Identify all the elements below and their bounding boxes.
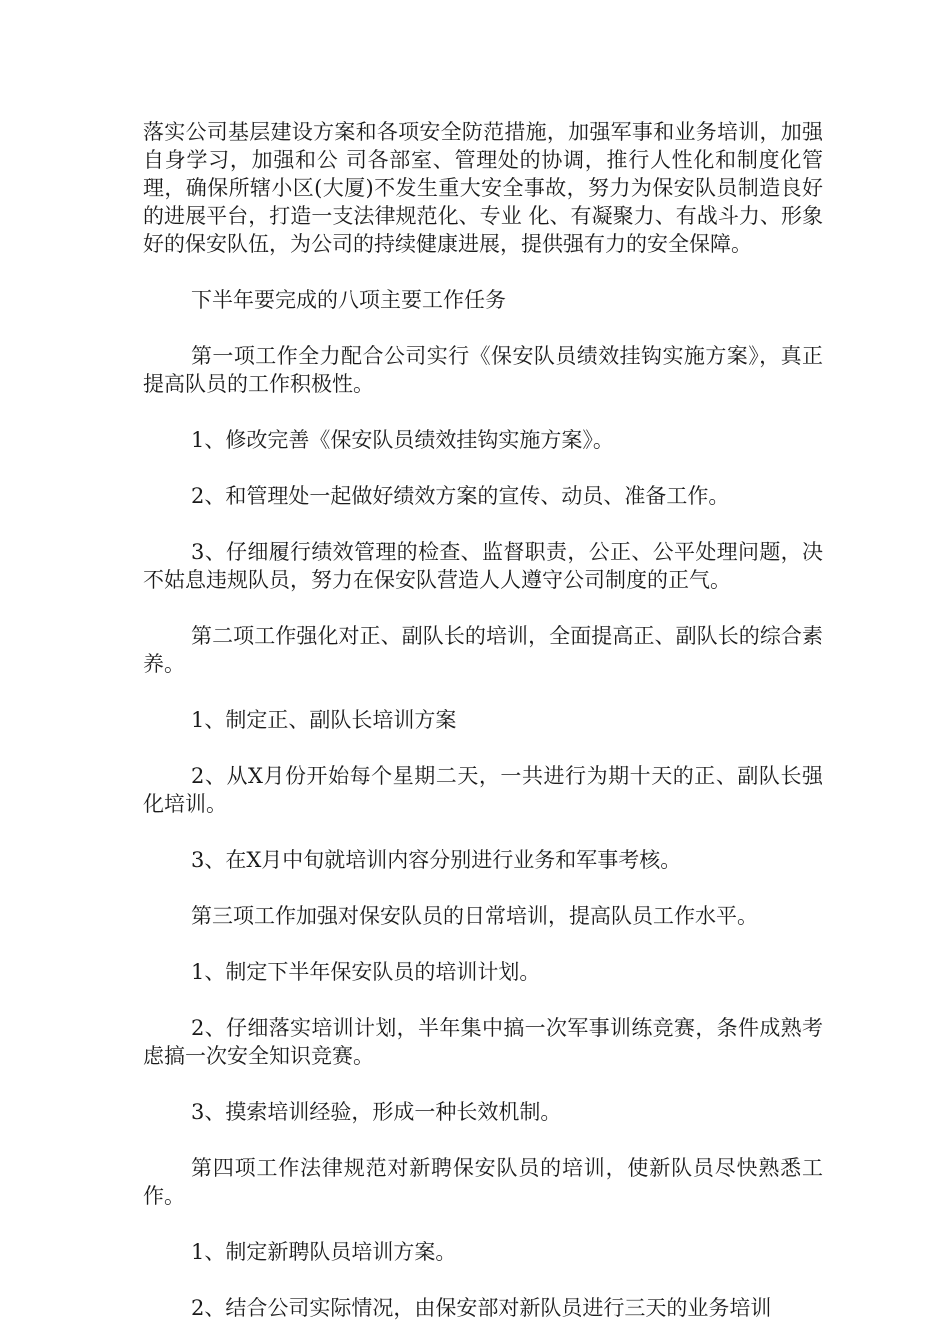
task-three-heading: 第三项工作加强对保安队员的日常培训，提高队员工作水平。 xyxy=(191,904,758,928)
document-body xyxy=(143,118,823,1322)
task-one-heading: 第一项工作全力配合公司实行《保安队员绩效挂钩实施方案》，真正提高队员的工作积极性。 xyxy=(143,344,823,396)
task-four-heading: 第四项工作法律规范对新聘保安队员的培训，使新队员尽快熟悉工作。 xyxy=(143,1156,823,1208)
task-one-item-1: 1、修改完善《保安队员绩效挂钩实施方案》。 xyxy=(191,428,614,452)
task-one-item-2: 2、和管理处一起做好绩效方案的宣传、动员、准备工作。 xyxy=(191,484,730,508)
paragraph-intro: 落实公司基层建设方案和各项安全防范措施，加强军事和业务培训，加强自身学习，加强和公 司各部室、管理处的协调，推行人性化和制度化管理，确保所辖小区(大厦)不发生重大安全事故，努力为保安队员制造良好的进展平台，打造一支法律规范化、专业 化、有凝聚力、有战斗力、形象好的保安队伍，为公司的持续健康进展，提供强有力的安全保障。 xyxy=(143,120,823,256)
task-two-item-1: 1、制定正、副队长培训方案 xyxy=(191,708,457,732)
task-four-item-1: 1、制定新聘队员培训方案。 xyxy=(191,1240,457,1264)
section-heading: 下半年要完成的八项主要工作任务 xyxy=(191,288,506,312)
task-four-item-2: 2、结合公司实际情况，由保安部对新队员进行三天的业务培训 xyxy=(191,1296,772,1320)
task-three-item-2: 2、仔细落实培训计划，半年集中搞一次军事训练竞赛，条件成熟考虑搞一次安全知识竞赛。 xyxy=(143,1016,823,1068)
task-two-heading: 第二项工作强化对正、副队长的培训，全面提高正、副队长的综合素养。 xyxy=(143,624,823,676)
task-two-item-3: 3、在X月中旬就培训内容分别进行业务和军事考核。 xyxy=(191,848,682,872)
task-three-item-3: 3、摸索培训经验，形成一种长效机制。 xyxy=(191,1100,562,1124)
task-two-item-2: 2、从X月份开始每个星期二天，一共进行为期十天的正、副队长强化培训。 xyxy=(143,764,823,816)
task-one-item-3: 3、仔细履行绩效管理的检查、监督职责，公正、公平处理问题，决不姑息违规队员，努力在保安队营造人人遵守公司制度的正气。 xyxy=(143,540,823,592)
task-three-item-1: 1、制定下半年保安队员的培训计划。 xyxy=(191,960,541,984)
